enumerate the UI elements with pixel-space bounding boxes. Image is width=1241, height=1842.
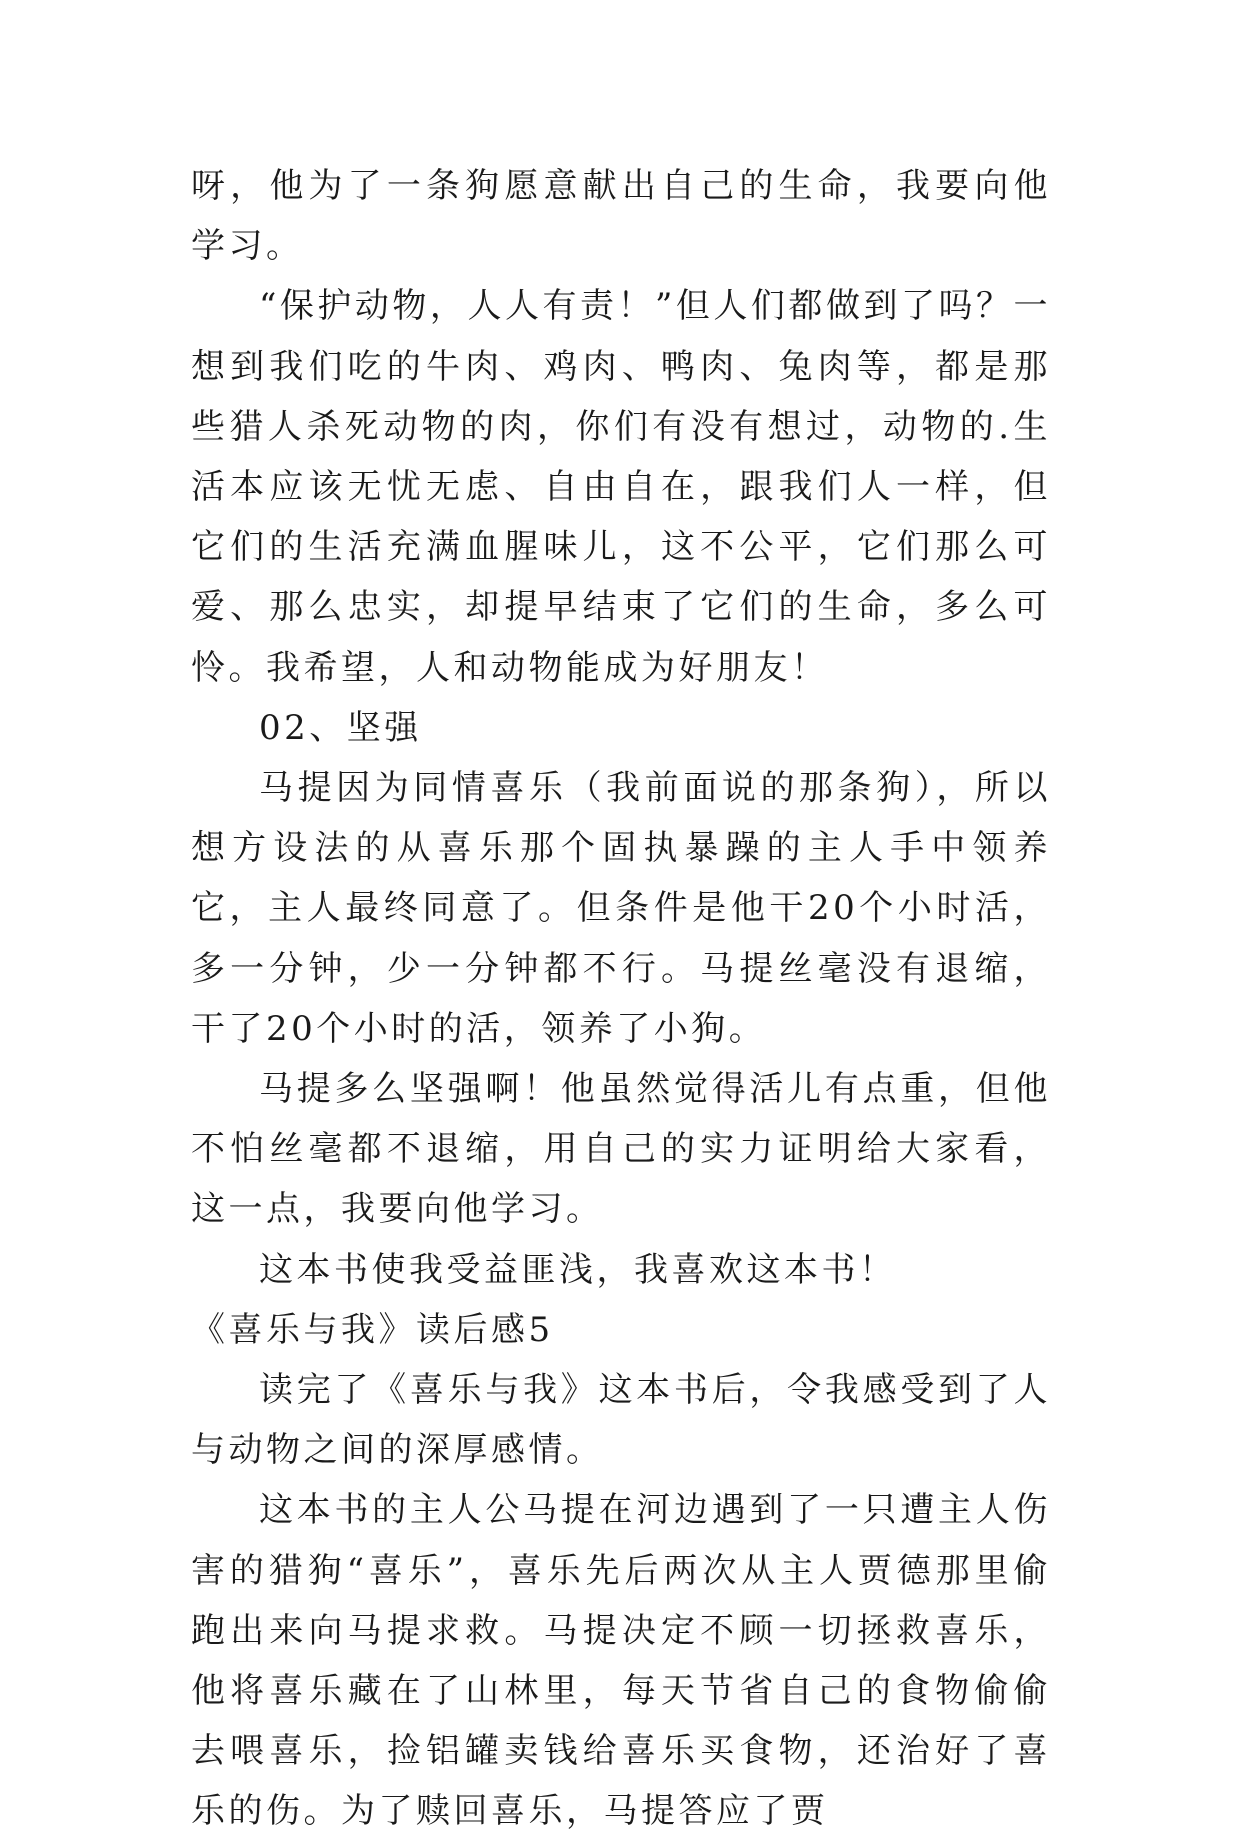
paragraph: “保护动物，人人有责！”但人们都做到了吗？一想到我们吃的牛肉、鸡肉、鸭肉、兔肉等，都是那些猎人杀死动物的肉，你们有没有想过，动物的.生活本应该无忧无虑、自由自在，跟我们人一样，但它们的生活充满血腥味儿，这不公平，它们那么可爱、那么忠实，却提早结束了它们的生命，多么可怜。我希望，人和动物能成为好朋友！ <box>191 286 1051 688</box>
article-body <box>191 156 1051 1842</box>
paragraph: 这本书的主人公马提在河边遇到了一只遭主人伤害的猎狗“喜乐”，喜乐先后两次从主人贾德那里偷跑出来向马提求救。马提决定不顾一切拯救喜乐，他将喜乐藏在了山林里，每天节省自己的食物偷偷去喂喜乐，捡铝罐卖钱给喜乐买食物，还治好了喜乐的伤。为了赎回喜乐，马提答应了贾 <box>191 1490 1051 1832</box>
paragraph: 这本书使我受益匪浅，我喜欢这本书！ <box>259 1249 897 1290</box>
paragraph-continued: 呀，他为了一条狗愿意献出自己的生命，我要向他学习。 <box>191 166 1051 267</box>
paragraph: 读完了《喜乐与我》这本书后，令我感受到了人与动物之间的深厚感情。 <box>191 1370 1051 1471</box>
paragraph: 马提多么坚强啊！他虽然觉得活儿有点重，但他不怕丝毫都不退缩，用自己的实力证明给大家看，这一点，我要向他学习。 <box>191 1069 1051 1230</box>
paragraph: 马提因为同情喜乐（我前面说的那条狗），所以想方设法的从喜乐那个固执暴躁的主人手中领养它，主人最终同意了。但条件是他干20个小时活，多一分钟，少一分钟都不行。马提丝毫没有退缩，干了20个小时的活，领养了小狗。 <box>191 768 1051 1049</box>
section-subheading: 02、坚强 <box>259 707 422 748</box>
article-title: 《喜乐与我》读后感5 <box>191 1309 554 1350</box>
